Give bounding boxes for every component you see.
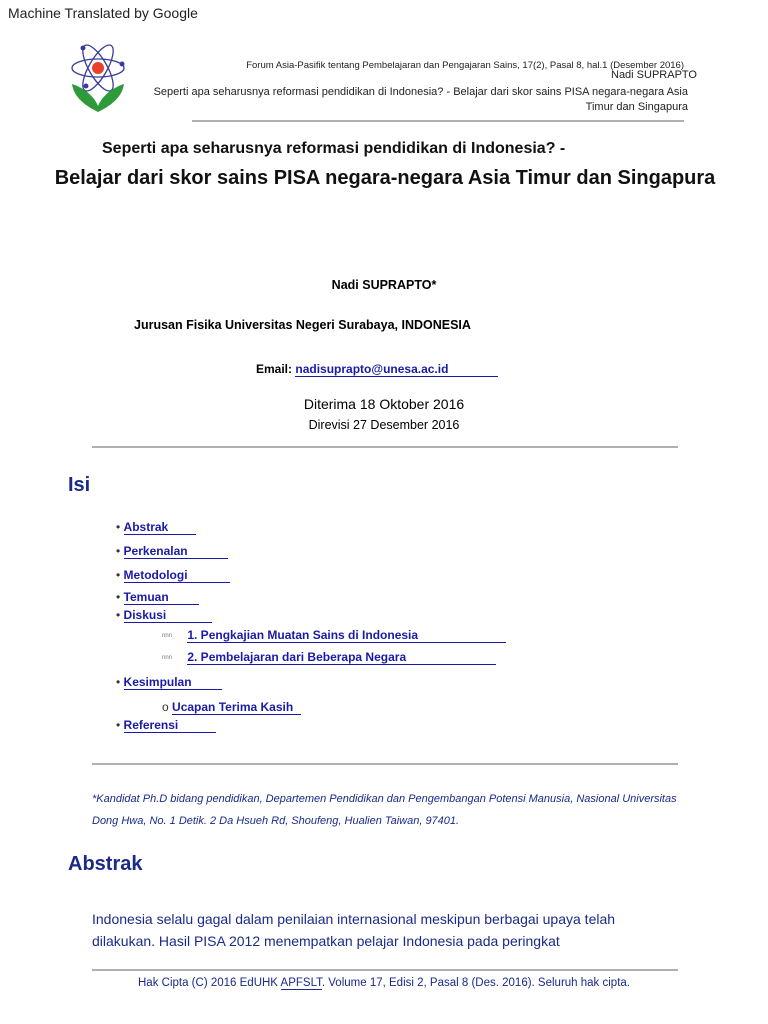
email-label: Email: [256, 362, 296, 376]
toc-link-pembelajaran[interactable]: 2. Pembelajaran dari Beberapa Negara [187, 650, 496, 665]
toc-link-kesimpulan[interactable]: Kesimpulan [124, 675, 222, 690]
toc-link-metodologi[interactable]: Metodologi [124, 568, 230, 583]
email-row [256, 362, 498, 376]
title-divider [92, 446, 678, 448]
copyright-prefix: Hak Cipta (C) 2016 EdUHK [138, 977, 281, 989]
footer-divider [92, 969, 678, 971]
email-link[interactable]: nadisuprapto@unesa.ac.id [295, 362, 498, 377]
abstract-heading: Abstrak [68, 853, 143, 875]
bullet-icon: • [116, 568, 121, 582]
toc-link-perkenalan[interactable]: Perkenalan [124, 544, 228, 559]
journal-citation: Forum Asia-Pasifik tentang Pembelajaran dan Pengajaran Sains, 17(2), Pasal 8, hal.1 (Desember 2016) [246, 60, 684, 71]
toc-link-ucapan[interactable]: Ucapan Terima Kasih [172, 700, 301, 715]
copyright-notice [0, 977, 768, 989]
toc-item-diskusi [116, 608, 212, 622]
article-subtitle: Seperti apa seharusnya reformasi pendidikan di Indonesia? - [102, 140, 566, 157]
toc-item-perkenalan [116, 544, 228, 558]
toc-item-kesimpulan [116, 675, 222, 689]
toc-link-diskusi[interactable]: Diskusi [124, 608, 213, 623]
toc-subitem-1 [162, 628, 506, 642]
toc-divider [92, 763, 678, 765]
toc-item-ucapan [162, 700, 301, 714]
author-name: Nadi SUPRAPTO* [331, 278, 437, 292]
sub-bullet-o-icon: o [162, 700, 169, 714]
toc-link-temuan[interactable]: Temuan [124, 590, 199, 605]
toc-link-abstrak[interactable]: Abstrak [124, 520, 197, 535]
toc-item-metodologi [116, 568, 230, 582]
author-affiliation: Jurusan Fisika Universitas Negeri Surabaya, INDONESIA [134, 318, 471, 332]
bullet-icon: • [116, 675, 121, 689]
bullet-icon: • [116, 544, 121, 558]
author-footnote: *Kandidat Ph.D bidang pendidikan, Departemen Pendidikan dan Pengembangan Potensi Manusia, Nasional Universitas Dong Hwa, No. 1 Detik. 2 Da Hsueh Rd, Shoufeng, Hualien Taiwan, 97401. [92, 793, 677, 827]
toc-link-pengkajian[interactable]: 1. Pengkajian Muatan Sains di Indonesia [187, 628, 506, 643]
revised-date: Direvisi 27 Desember 2016 [308, 418, 460, 432]
bullet-icon: • [116, 520, 121, 534]
apfslt-link[interactable]: APFSLT [280, 977, 322, 989]
abstract-text: Indonesia selalu gagal dalam penilaian internasional meskipun berbagai upaya telah dilakukan. Hasil PISA 2012 menempatkan pelajar Indonesia pada peringkat [92, 911, 616, 949]
toc-item-temuan [116, 590, 199, 604]
journal-logo-icon [66, 40, 130, 112]
header-divider [192, 120, 684, 122]
toc-subitem-2 [162, 650, 496, 664]
sub-bullet-icon: nnn [162, 654, 173, 661]
running-title: Seperti apa seharusnya reformasi pendidikan di Indonesia? - Belajar dari skor sains PISA negara-negara Asia Timur dan Singapura [153, 86, 688, 113]
article-title: Belajar dari skor sains PISA negara-negara Asia Timur dan Singapura [54, 167, 716, 189]
copyright-suffix: . Volume 17, Edisi 2, Pasal 8 (Des. 2016). Seluruh hak cipta. [321, 977, 630, 989]
sub-bullet-icon: nnn [162, 632, 173, 639]
toc-heading: Isi [68, 474, 91, 496]
bullet-icon: • [116, 718, 121, 732]
machine-translation-watermark: Machine Translated by Google [8, 5, 198, 21]
toc-link-referensi[interactable]: Referensi [124, 718, 217, 733]
toc-item-abstrak [116, 520, 196, 534]
received-date: Diterima 18 Oktober 2016 [303, 396, 465, 412]
bullet-icon: • [116, 590, 121, 604]
toc-item-referensi [116, 718, 216, 732]
bullet-icon: • [116, 608, 121, 622]
running-author: Nadi SUPRAPTO [611, 69, 697, 81]
